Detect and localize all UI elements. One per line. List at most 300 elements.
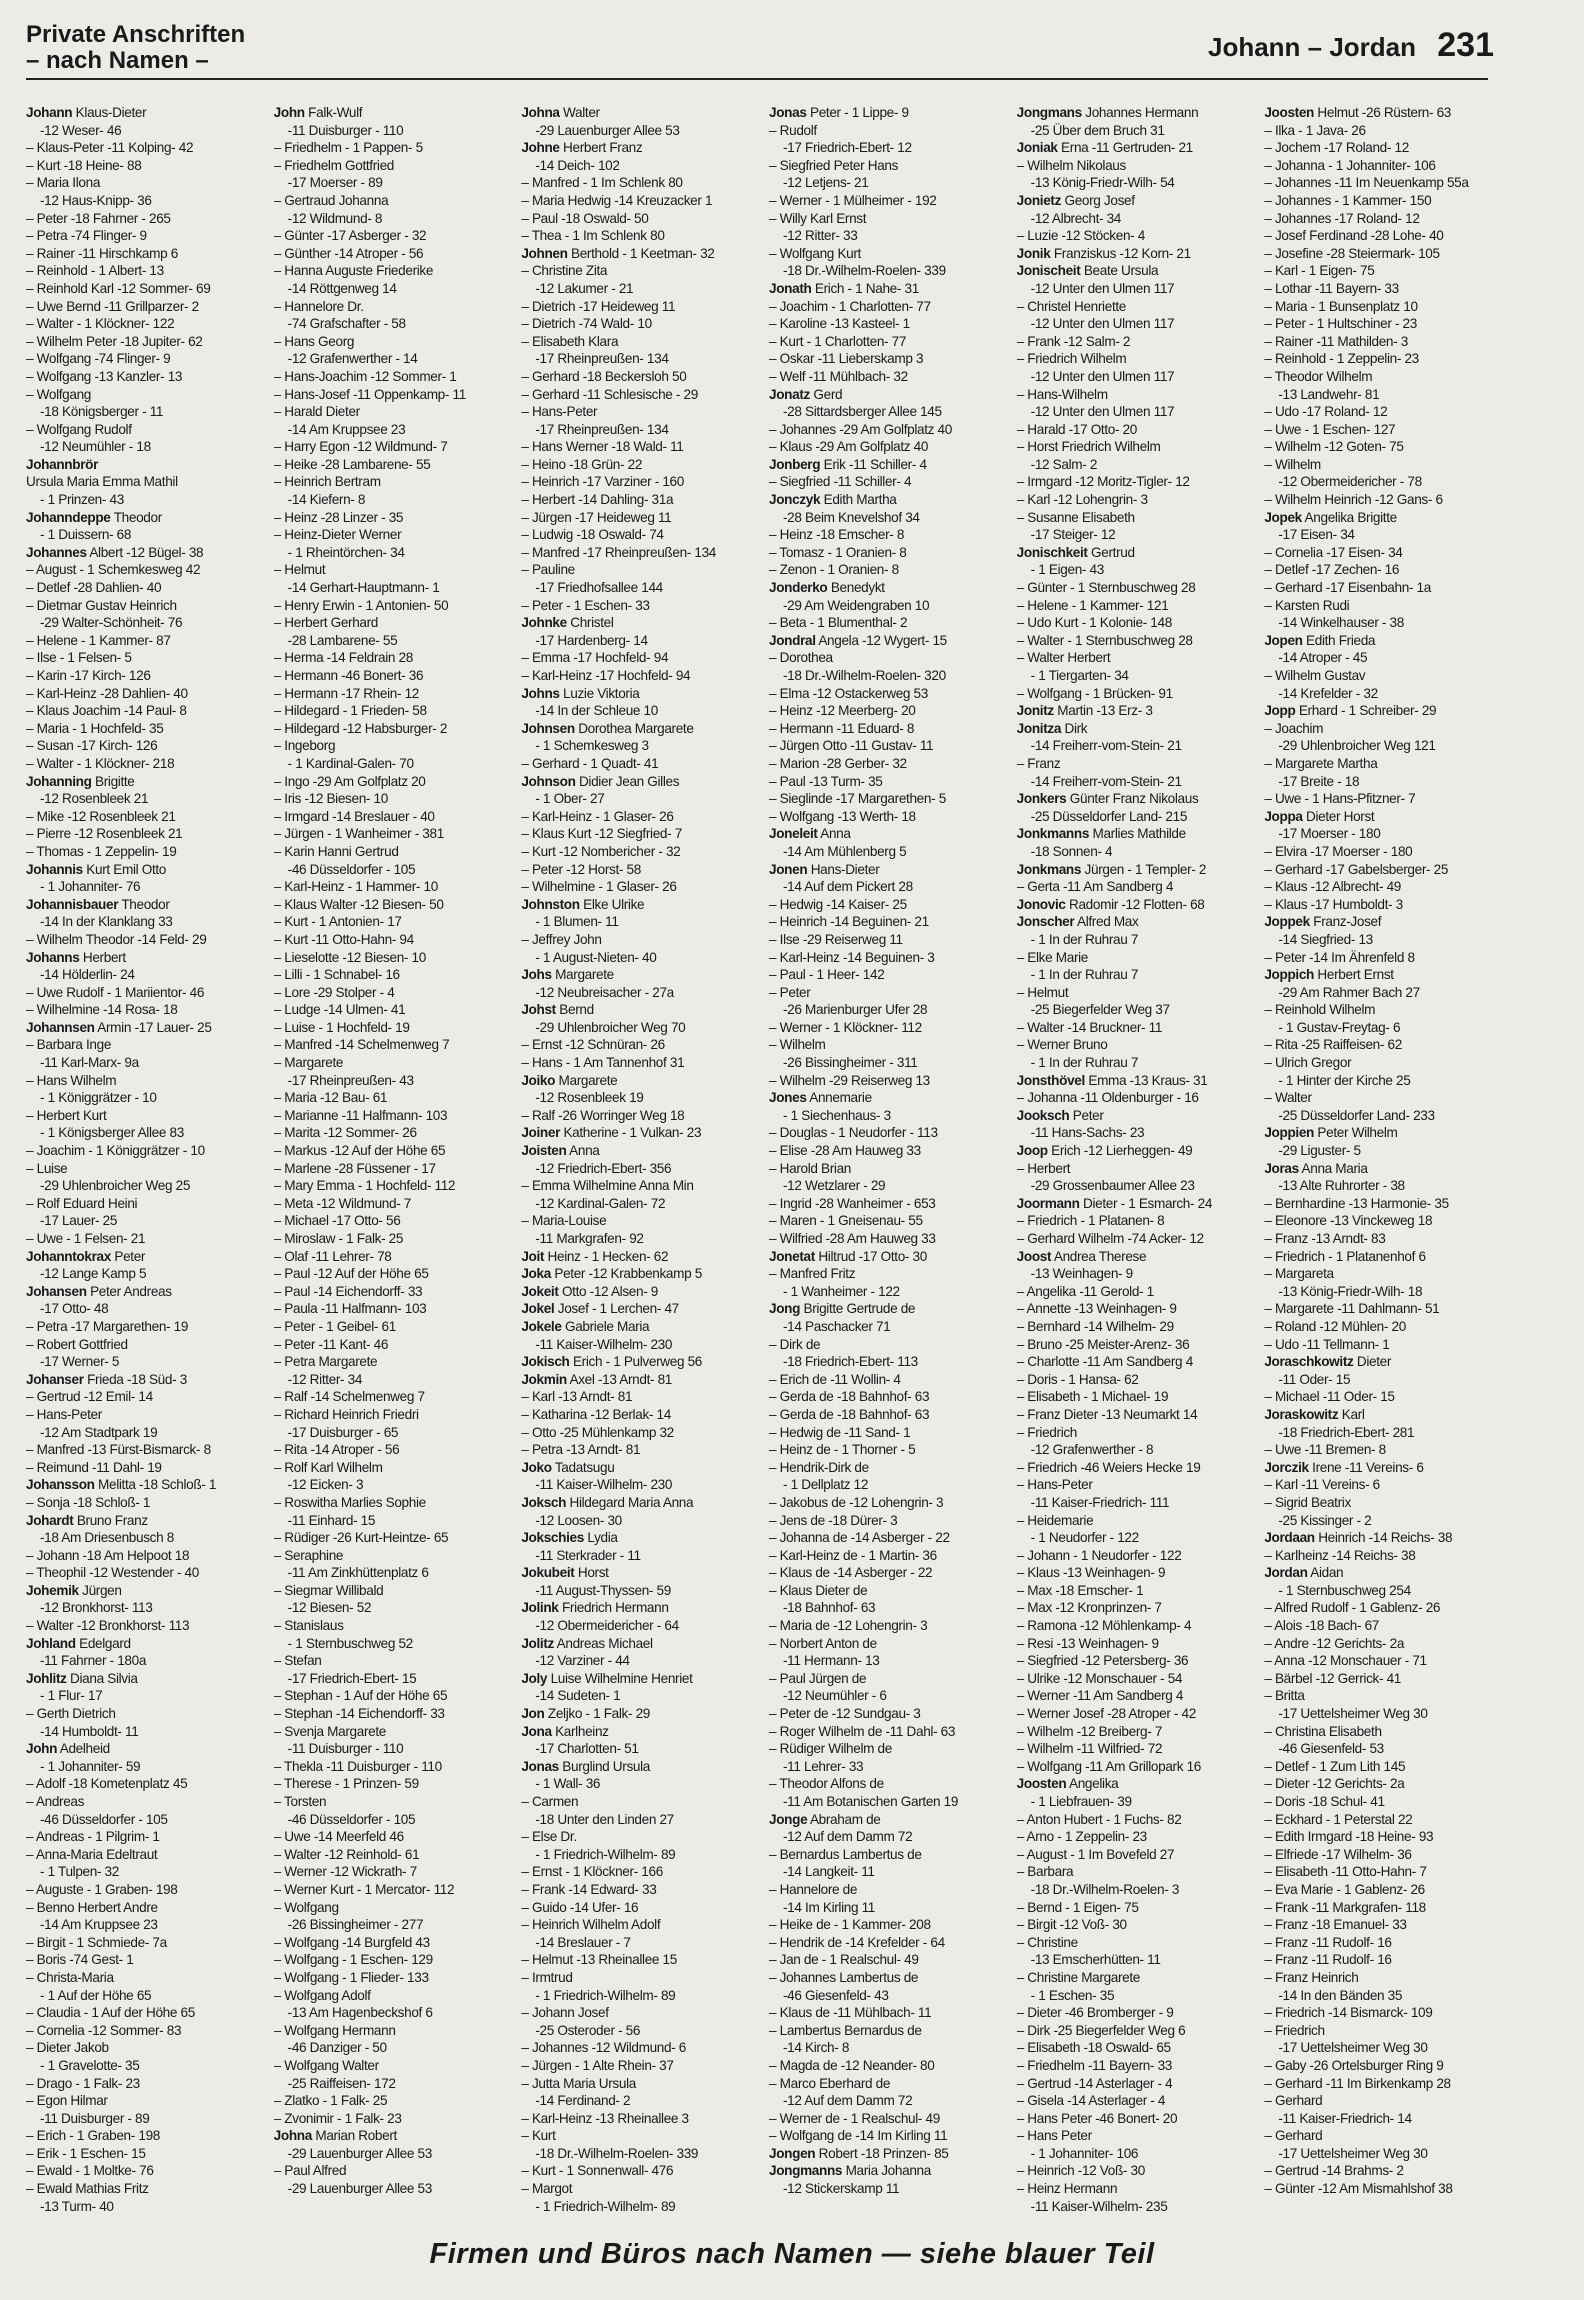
entry-text: – Klaus Dieter de bbox=[769, 1582, 868, 1598]
entry-text: – Max -18 Emscher- 1 bbox=[1016, 1582, 1144, 1598]
entry-text: – Kurt - 1 Sonnenwall- 476 bbox=[521, 2163, 674, 2179]
surname: Jokschies bbox=[521, 1530, 584, 1546]
entry-text: – Franz bbox=[1016, 755, 1061, 771]
listing-entry bbox=[521, 1617, 747, 1635]
entry-text: – Franz Dieter -13 Neumarkt 14 bbox=[1016, 1406, 1198, 1422]
entry-text: -17 Steiger- 12 bbox=[1030, 527, 1116, 543]
entry-text: -11 Fahrner - 180a bbox=[40, 1653, 147, 1669]
entry-text: – Margarete -11 Dahlmann- 51 bbox=[1264, 1301, 1440, 1317]
entry-text: -14 Atroper - 45 bbox=[1278, 650, 1368, 666]
entry-text: – Uwe - 1 Eschen- 127 bbox=[1264, 421, 1396, 437]
surname-entry bbox=[26, 1635, 252, 1653]
listing-entry bbox=[769, 790, 995, 808]
name-range: Johann – Jordan bbox=[1207, 32, 1417, 62]
entry-text: – Andre -12 Gerichts- 2a bbox=[1264, 1635, 1405, 1651]
entry-text: – Walter -14 Bruckner- 11 bbox=[1016, 1019, 1163, 1035]
entry-text: – Detlef -17 Zechen- 16 bbox=[1264, 562, 1400, 578]
entry-text: – Michael -17 Otto- 56 bbox=[273, 1213, 401, 1229]
listing-entry bbox=[769, 1582, 995, 1600]
listing-entry bbox=[1017, 1406, 1243, 1424]
listing-entry bbox=[769, 614, 995, 632]
listing-entry bbox=[769, 1388, 995, 1406]
listing-entry bbox=[274, 1582, 500, 1600]
entry-text: – Wolfgang Adolf bbox=[273, 1987, 371, 2003]
entry-text: Kurt Emil Otto bbox=[82, 861, 167, 877]
entry-text: – Hans-Peter bbox=[26, 1406, 102, 1422]
entry-text: – Herbert -14 Dahling- 31a bbox=[521, 492, 674, 508]
entry-text: – Reinhold Karl -12 Sommer- 69 bbox=[26, 280, 211, 296]
surname-entry bbox=[769, 491, 995, 509]
listing-entry bbox=[521, 1107, 747, 1125]
listing-entry bbox=[26, 966, 252, 984]
entry-text: – Jürgen -17 Heideweg 11 bbox=[521, 509, 672, 525]
entry-text: -14 Auf dem Pickert 28 bbox=[783, 879, 913, 895]
listing-entry bbox=[274, 350, 500, 368]
surname-entry bbox=[521, 1670, 747, 1688]
surname: Jonge bbox=[769, 1811, 808, 1827]
listing-entry bbox=[521, 1987, 747, 2005]
entry-text: -25 Biegerfelder Weg 37 bbox=[1030, 1002, 1170, 1018]
section-title-line-1: Private Anschriften bbox=[26, 21, 246, 48]
listing-entry bbox=[769, 843, 995, 861]
surname-entry bbox=[26, 1283, 252, 1301]
listing-entry bbox=[769, 1107, 995, 1125]
listing-entry bbox=[521, 931, 747, 949]
entry-text: – Birgit -12 Voß- 30 bbox=[1016, 1917, 1127, 1933]
entry-text: Jürgen bbox=[78, 1582, 122, 1598]
listing-entry bbox=[1017, 1582, 1243, 1600]
listing-entry bbox=[1264, 1793, 1490, 1811]
entry-text: Peter bbox=[1069, 1107, 1104, 1123]
listing-entry bbox=[1264, 2022, 1490, 2040]
listing-entry bbox=[769, 1529, 995, 1547]
listing-entry bbox=[1017, 315, 1243, 333]
listing-entry bbox=[1264, 720, 1490, 738]
entry-text: Horst bbox=[574, 1565, 609, 1581]
entry-text: – Wilhelm Peter -18 Jupiter- 62 bbox=[26, 333, 203, 349]
entry-text: -13 Weinhagen- 9 bbox=[1030, 1266, 1133, 1282]
entry-text: – Else Dr. bbox=[521, 1829, 577, 1845]
directory-column-2 bbox=[274, 104, 500, 2214]
listing-entry bbox=[1017, 1916, 1243, 1934]
listing-entry bbox=[1017, 1019, 1243, 1037]
entry-text: -11 Kaiser-Friedrich- 111 bbox=[1030, 1494, 1170, 1510]
entry-text: – Elisabeth - 1 Michael- 19 bbox=[1016, 1389, 1169, 1405]
listing-entry bbox=[274, 1424, 500, 1442]
listing-entry bbox=[1017, 1441, 1243, 1459]
listing-entry bbox=[274, 755, 500, 773]
entry-text: – Hans Werner -18 Wald- 11 bbox=[521, 439, 684, 455]
surname-entry bbox=[769, 1248, 995, 1266]
entry-text: Abraham de bbox=[807, 1811, 881, 1827]
entry-text: Beate Ursula bbox=[1080, 263, 1159, 279]
surname-entry bbox=[769, 2145, 995, 2163]
entry-text: – Barbara bbox=[1016, 1864, 1074, 1880]
entry-text: – Johannes -17 Roland- 12 bbox=[1264, 210, 1420, 226]
listing-entry bbox=[26, 790, 252, 808]
entry-text: -28 Sittardsberger Allee 145 bbox=[783, 404, 942, 420]
entry-text: – Wilhelm -12 Breiberg- 7 bbox=[1016, 1723, 1163, 1739]
entry-text: -46 Giesenfeld- 43 bbox=[783, 1987, 889, 2003]
surname: Jonatz bbox=[769, 386, 810, 402]
surname-entry bbox=[1264, 1160, 1490, 1178]
entry-text: -11 Oder- 15 bbox=[1278, 1371, 1351, 1387]
entry-text: – Lilli - 1 Schnabel- 16 bbox=[273, 967, 400, 983]
listing-entry bbox=[26, 1617, 252, 1635]
listing-entry bbox=[1264, 1441, 1490, 1459]
entry-text: – Petra Margarete bbox=[273, 1354, 378, 1370]
entry-text: -14 Gerhart-Hauptmann- 1 bbox=[287, 580, 440, 596]
entry-text: Luzie Viktoria bbox=[559, 685, 640, 701]
listing-entry bbox=[274, 544, 500, 562]
entry-text: – Erich - 1 Graben- 198 bbox=[26, 2128, 161, 2144]
entry-text: – Cornelia -17 Eisen- 34 bbox=[1264, 544, 1403, 560]
listing-entry bbox=[1264, 1142, 1490, 1160]
surname: Jonath bbox=[769, 280, 812, 296]
listing-entry bbox=[26, 1899, 252, 1917]
listing-entry bbox=[769, 1775, 995, 1793]
listing-entry bbox=[1017, 210, 1243, 228]
entry-text: – Dorothea bbox=[769, 650, 833, 666]
entry-text: Johannes Hermann bbox=[1081, 105, 1199, 120]
entry-text: – Uwe - 1 Felsen- 21 bbox=[26, 1231, 146, 1246]
entry-text: - 1 Gustav-Freytag- 6 bbox=[1278, 1019, 1401, 1035]
entry-text: Melitta -18 Schloß- 1 bbox=[94, 1477, 217, 1493]
listing-entry bbox=[1017, 2039, 1243, 2057]
listing-entry bbox=[769, 1124, 995, 1142]
entry-text: -14 Freiherr-vom-Stein- 21 bbox=[1030, 738, 1182, 754]
entry-text: -29 Lauenburger Allee 53 bbox=[535, 122, 680, 138]
entry-text: – Peter -12 Horst- 58 bbox=[521, 861, 641, 877]
listing-entry bbox=[26, 1863, 252, 1881]
listing-entry bbox=[1264, 896, 1490, 914]
entry-text: – Lore -29 Stolper - 4 bbox=[273, 984, 395, 1000]
listing-entry bbox=[521, 1740, 747, 1758]
entry-text: – Gertrud -12 Emil- 14 bbox=[26, 1389, 153, 1405]
surname-entry bbox=[1017, 1195, 1243, 1213]
surname: Jopen bbox=[1264, 632, 1303, 648]
listing-entry bbox=[521, 1336, 747, 1354]
entry-text: – Wolfgang Rudolf bbox=[26, 421, 132, 437]
entry-text: -17 Rheinpreußen- 134 bbox=[535, 421, 669, 437]
surname: Jonscher bbox=[1016, 914, 1075, 930]
entry-text: – Hans-Peter bbox=[1016, 1477, 1093, 1493]
listing-entry bbox=[1264, 1001, 1490, 1019]
entry-text: -14 Freiherr-vom-Stein- 21 bbox=[1030, 773, 1182, 789]
entry-text: -12 Grafenwerther - 14 bbox=[287, 351, 418, 367]
entry-text: – Ernst - 1 Klöckner- 166 bbox=[521, 1864, 663, 1880]
surname: Johannsen bbox=[26, 1019, 95, 1035]
entry-text: Hans-Dieter bbox=[807, 861, 880, 877]
entry-text: -25 Kissinger - 2 bbox=[1278, 1512, 1372, 1528]
surname: Jongmanns bbox=[769, 2163, 843, 2179]
entry-text: – Arno - 1 Zeppelin- 23 bbox=[1016, 1829, 1147, 1845]
listing-entry bbox=[1264, 790, 1490, 808]
surname-entry bbox=[521, 720, 747, 738]
surname-entry bbox=[521, 773, 747, 791]
listing-entry bbox=[1264, 1987, 1490, 2005]
listing-entry bbox=[521, 2039, 747, 2057]
entry-text: Franziskus -12 Korn- 21 bbox=[1050, 245, 1191, 261]
entry-text: – Rolf Eduard Heini bbox=[26, 1195, 138, 1211]
listing-entry bbox=[521, 403, 747, 421]
entry-text: -14 Breslauer - 7 bbox=[535, 1934, 631, 1950]
surname: Jonderko bbox=[769, 580, 828, 596]
listing-entry bbox=[521, 790, 747, 808]
listing-entry bbox=[1017, 1388, 1243, 1406]
entry-text: – Heino -18 Grün- 22 bbox=[521, 456, 643, 472]
listing-entry bbox=[1017, 1300, 1243, 1318]
listing-entry bbox=[1017, 298, 1243, 316]
listing-entry bbox=[769, 1987, 995, 2005]
listing-entry bbox=[1017, 1846, 1243, 1864]
entry-text: -29 Liguster- 5 bbox=[1278, 1143, 1361, 1159]
surname-entry bbox=[521, 1758, 747, 1776]
listing-entry bbox=[274, 1547, 500, 1565]
entry-text: – Frank -11 Markgrafen- 118 bbox=[1264, 1899, 1426, 1915]
surname-entry bbox=[521, 1599, 747, 1617]
listing-entry bbox=[274, 737, 500, 755]
entry-text: - 1 Blumen- 11 bbox=[535, 914, 619, 930]
listing-entry bbox=[26, 421, 252, 439]
entry-text: – Karl - 1 Eigen- 75 bbox=[1264, 263, 1375, 279]
entry-text: – Elke Marie bbox=[1016, 949, 1089, 965]
listing-entry bbox=[26, 1969, 252, 1987]
entry-text: – Peter -14 Im Ährenfeld 8 bbox=[1264, 949, 1415, 965]
surname-entry bbox=[1017, 1775, 1243, 1793]
entry-text: -14 Im Kirling 11 bbox=[783, 1899, 876, 1915]
listing-entry bbox=[1264, 2039, 1490, 2057]
listing-entry bbox=[1017, 509, 1243, 527]
listing-entry bbox=[521, 333, 747, 351]
entry-text: – Emma -17 Hochfeld- 94 bbox=[521, 650, 669, 666]
listing-entry bbox=[521, 984, 747, 1002]
entry-text: – Karsten Rudi bbox=[1264, 597, 1350, 613]
entry-text: Erich -12 Lierheggen- 49 bbox=[1047, 1143, 1193, 1159]
entry-text: – Henry Erwin - 1 Antonien- 50 bbox=[273, 597, 449, 613]
listing-entry bbox=[1264, 262, 1490, 280]
surname: Jong bbox=[769, 1301, 801, 1317]
entry-text: – Charlotte -11 Am Sandberg 4 bbox=[1016, 1354, 1193, 1370]
surname-entry bbox=[1264, 913, 1490, 931]
listing-entry bbox=[769, 685, 995, 703]
entry-text: -12 Albrecht- 34 bbox=[1030, 210, 1122, 226]
entry-text: – Paul Jürgen de bbox=[769, 1670, 867, 1686]
entry-text: – Britta bbox=[1264, 1688, 1305, 1704]
listing-entry bbox=[1264, 298, 1490, 316]
entry-text: - 1 Eschen- 35 bbox=[1030, 1987, 1115, 2003]
entry-text: – Johann -18 Am Helpoot 18 bbox=[26, 1547, 190, 1563]
listing-entry bbox=[274, 825, 500, 843]
entry-text: Helmut -26 Rüstern- 63 bbox=[1314, 105, 1452, 120]
listing-entry bbox=[274, 192, 500, 210]
entry-text: -11 Duisburger - 110 bbox=[287, 1741, 404, 1757]
listing-entry bbox=[274, 702, 500, 720]
entry-text: – Resi -13 Weinhagen- 9 bbox=[1016, 1635, 1159, 1651]
entry-text: – Irmgard -14 Breslauer - 40 bbox=[273, 808, 435, 824]
listing-entry bbox=[1264, 649, 1490, 667]
entry-text: - 1 Friedrich-Wilhelm- 89 bbox=[535, 1846, 676, 1862]
listing-entry bbox=[1017, 579, 1243, 597]
entry-text: Tadatsugu bbox=[551, 1459, 615, 1475]
entry-text: -18 Sonnen- 4 bbox=[1030, 843, 1113, 859]
surname: Johannes bbox=[26, 544, 87, 560]
listing-entry bbox=[274, 1934, 500, 1952]
listing-entry bbox=[274, 1758, 500, 1776]
entry-text: – Paul - 1 Heer- 142 bbox=[769, 967, 885, 983]
entry-text: – Gertrud -14 Asterlager - 4 bbox=[1016, 2075, 1173, 2091]
listing-entry bbox=[769, 122, 995, 140]
listing-entry bbox=[274, 2092, 500, 2110]
listing-entry bbox=[1264, 192, 1490, 210]
entry-text: – Heinz -18 Emscher- 8 bbox=[769, 527, 905, 543]
entry-text: – Therese - 1 Prinzen- 59 bbox=[273, 1776, 419, 1792]
entry-text: – Andreas - 1 Pilgrim- 1 bbox=[26, 1829, 160, 1845]
listing-entry bbox=[1017, 1001, 1243, 1019]
entry-text: – Klaus -13 Weinhagen- 9 bbox=[1016, 1565, 1166, 1581]
entry-text: - 1 In der Ruhrau 7 bbox=[1030, 1055, 1139, 1071]
listing-entry bbox=[274, 386, 500, 404]
entry-text: Heinrich -14 Reichs- 38 bbox=[1314, 1530, 1453, 1546]
entry-text: Irene -11 Vereins- 6 bbox=[1308, 1459, 1424, 1475]
entry-text: – Heinrich -12 Voß- 30 bbox=[1016, 2163, 1145, 2179]
listing-entry bbox=[769, 245, 995, 263]
listing-entry bbox=[274, 984, 500, 1002]
listing-entry bbox=[274, 1687, 500, 1705]
surname-entry bbox=[26, 1740, 252, 1758]
entry-text: -12 Neumühler - 18 bbox=[40, 439, 151, 455]
listing-entry bbox=[769, 1828, 995, 1846]
entry-text: – Guido -14 Ufer- 16 bbox=[521, 1899, 639, 1915]
entry-text: – Johann Josef bbox=[521, 2005, 609, 2021]
entry-text: – Hanna Auguste Friederike bbox=[273, 263, 434, 279]
entry-text: -12 Kardinal-Galen- 72 bbox=[535, 1195, 666, 1211]
entry-text: – Pauline bbox=[521, 562, 575, 578]
listing-entry bbox=[1017, 808, 1243, 826]
entry-text: – Harald Dieter bbox=[273, 404, 360, 420]
listing-entry bbox=[1017, 1705, 1243, 1723]
listing-entry bbox=[521, 1934, 747, 1952]
entry-text: -12 Unter den Ulmen 117 bbox=[1030, 404, 1175, 420]
surname-entry bbox=[521, 614, 747, 632]
listing-entry bbox=[1017, 1740, 1243, 1758]
entry-text: -46 Düsseldorfer - 105 bbox=[40, 1811, 168, 1827]
listing-entry bbox=[1264, 843, 1490, 861]
entry-text: Friedrich Hermann bbox=[558, 1600, 669, 1616]
listing-entry bbox=[274, 1019, 500, 1037]
surname-entry bbox=[769, 456, 995, 474]
entry-text: – Franz -18 Emanuel- 33 bbox=[1264, 1917, 1407, 1933]
listing-entry bbox=[1264, 1740, 1490, 1758]
surname: Jonkmans bbox=[1016, 861, 1082, 877]
surname: Jokubeit bbox=[521, 1565, 575, 1581]
entry-text: – Klaus de -14 Asberger - 22 bbox=[769, 1565, 933, 1581]
listing-entry bbox=[1017, 1036, 1243, 1054]
entry-text: -13 Emscherhütten- 11 bbox=[1030, 1952, 1161, 1968]
entry-text: Otto -12 Alsen- 9 bbox=[558, 1283, 659, 1299]
entry-text: -12 Ritter- 34 bbox=[287, 1371, 363, 1387]
listing-entry bbox=[1264, 368, 1490, 386]
entry-text: Erik -11 Schiller- 4 bbox=[820, 456, 927, 472]
entry-text: -12 Unter den Ulmen 117 bbox=[1030, 280, 1175, 296]
entry-text: Franz-Josef bbox=[1309, 914, 1382, 930]
listing-entry bbox=[769, 1424, 995, 1442]
listing-entry bbox=[1017, 931, 1243, 949]
listing-entry bbox=[1017, 386, 1243, 404]
listing-entry bbox=[521, 755, 747, 773]
entry-text: -29 Lauenburger Allee 53 bbox=[287, 2145, 432, 2161]
listing-entry bbox=[26, 649, 252, 667]
listing-entry bbox=[26, 280, 252, 298]
surname: Jondral bbox=[769, 632, 816, 648]
entry-text: – Hans-Peter bbox=[521, 404, 598, 420]
entry-text: Katherine - 1 Vulkan- 23 bbox=[560, 1125, 702, 1141]
listing-entry bbox=[769, 755, 995, 773]
listing-entry bbox=[274, 139, 500, 157]
entry-text: – Paula -11 Halfmann- 103 bbox=[273, 1301, 427, 1317]
listing-entry bbox=[1264, 685, 1490, 703]
listing-entry bbox=[1264, 280, 1490, 298]
entry-text: – Petra -17 Margarethen- 19 bbox=[26, 1318, 189, 1334]
listing-entry bbox=[26, 1793, 252, 1811]
listing-entry bbox=[26, 1547, 252, 1565]
listing-entry bbox=[1017, 755, 1243, 773]
surname: Johannis bbox=[26, 861, 83, 877]
listing-entry bbox=[1017, 2180, 1243, 2198]
entry-text: – Bärbel -12 Gerrick- 41 bbox=[1264, 1670, 1401, 1686]
surname-entry bbox=[769, 104, 995, 122]
listing-entry bbox=[1017, 966, 1243, 984]
entry-text: – Horst Friedrich Wilhelm bbox=[1016, 439, 1161, 455]
listing-entry bbox=[769, 913, 995, 931]
listing-entry bbox=[1264, 2162, 1490, 2180]
listing-entry bbox=[769, 2075, 995, 2093]
listing-entry bbox=[769, 737, 995, 755]
entry-text: -12 Neubreisacher - 27a bbox=[535, 984, 674, 1000]
listing-entry bbox=[1017, 1934, 1243, 1952]
entry-text: – Sigrid Beatrix bbox=[1264, 1494, 1351, 1510]
entry-text: -18 Friedrich-Ebert- 281 bbox=[1278, 1424, 1415, 1440]
entry-text: – Reinhold - 1 Albert- 13 bbox=[26, 263, 164, 279]
listing-entry bbox=[1264, 1934, 1490, 1952]
listing-entry bbox=[1264, 1283, 1490, 1301]
listing-entry bbox=[769, 931, 995, 949]
listing-entry bbox=[274, 1811, 500, 1829]
surname-entry bbox=[1017, 790, 1243, 808]
listing-entry bbox=[1264, 1881, 1490, 1899]
surname-entry bbox=[521, 139, 747, 157]
listing-entry bbox=[1264, 2057, 1490, 2075]
entry-text: – Kurt -11 Otto-Hahn- 94 bbox=[273, 931, 414, 947]
listing-entry bbox=[274, 227, 500, 245]
entry-text: -29 Am Weidengraben 10 bbox=[783, 597, 930, 613]
listing-entry bbox=[521, 509, 747, 527]
surname: Joiner bbox=[521, 1125, 561, 1141]
surname: Joraskowitz bbox=[1264, 1406, 1339, 1422]
entry-text: Georg Josef bbox=[1061, 192, 1135, 208]
entry-text: – Dieter Jakob bbox=[26, 2040, 109, 2056]
entry-text: - 1 Prinzen- 43 bbox=[40, 492, 124, 508]
listing-entry bbox=[521, 1054, 747, 1072]
surname-entry bbox=[1017, 1107, 1243, 1125]
listing-entry bbox=[1264, 1811, 1490, 1829]
entry-text: Peter - 1 Lippe- 9 bbox=[806, 105, 909, 120]
listing-entry bbox=[26, 350, 252, 368]
surname: Joppek bbox=[1264, 914, 1310, 930]
entry-text: – Thomas - 1 Zeppelin- 19 bbox=[26, 843, 177, 859]
entry-text: Josef - 1 Lerchen- 47 bbox=[554, 1301, 679, 1317]
listing-entry bbox=[26, 122, 252, 140]
